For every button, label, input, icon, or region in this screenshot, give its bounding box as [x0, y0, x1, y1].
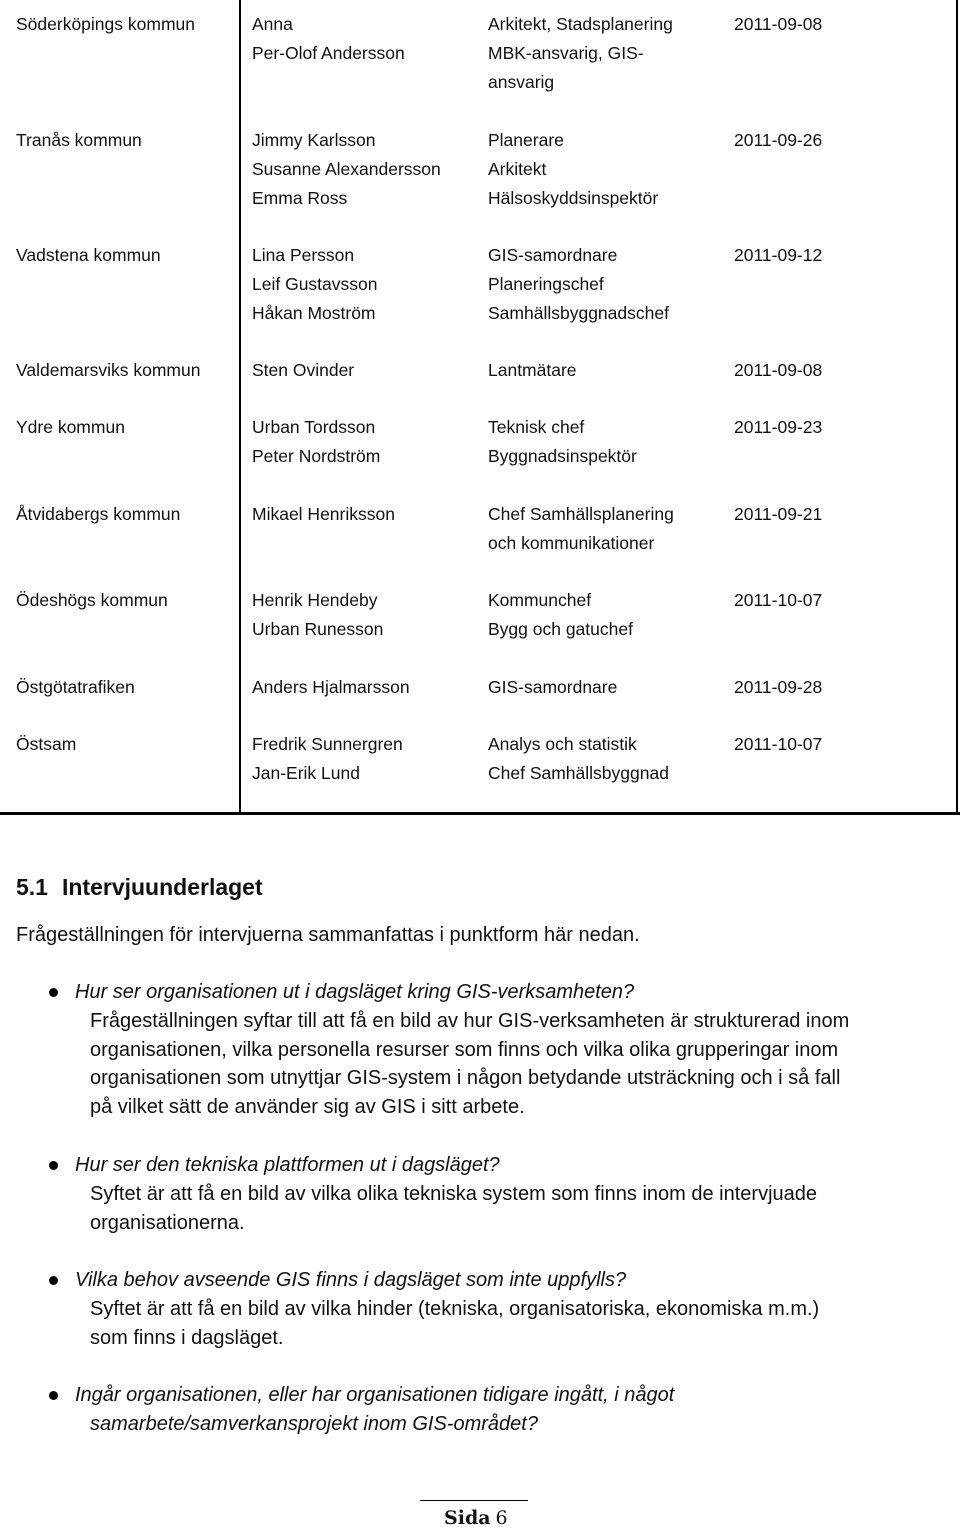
org-cell: Östsam — [16, 734, 77, 754]
question-text: Ingår organisationen, eller har organisationen tidigare ingått, i något samarbete/samverkansprojekt inom GIS-området? — [75, 1384, 675, 1435]
names-cell: Henrik Hendeby Urban Runesson — [252, 590, 384, 639]
org-cell: Ydre kommun — [16, 417, 125, 437]
org-cell: Vadstena kommun — [16, 245, 161, 265]
org-cell: Tranås kommun — [16, 130, 142, 150]
bullet-icon — [49, 1161, 58, 1170]
section-number: 5.1 — [16, 874, 48, 900]
question-description: Frågeställningen syftar till att få en bild av hur GIS-verksamheten är strukturerad inom organisationen, vilka personella resurser som finns och vilka olika grupperingar inom organisationen som utnyttjar GIS-system i någon betydande utsträckning och i så fall på vilket sätt de använder sig av GIS i sitt arbete. — [90, 1009, 850, 1119]
bullet-icon — [49, 1391, 58, 1400]
question-text: Vilka behov avseende GIS finns i dagsläget som inte uppfylls? — [75, 1269, 627, 1291]
date-cell: 2011-09-08 — [734, 14, 823, 34]
footer-rule — [420, 1500, 528, 1501]
date-cell: 2011-09-21 — [734, 504, 823, 524]
org-cell: Åtvidabergs kommun — [16, 504, 181, 524]
names-cell: Fredrik Sunnergren Jan-Erik Lund — [252, 734, 403, 783]
bullet-icon — [49, 988, 58, 997]
question-text: Hur ser organisationen ut i dagsläget kring GIS-verksamheten? — [75, 981, 635, 1003]
section-intro: Frågeställningen för intervjuerna sammanfattas i punktform här nedan. — [16, 924, 640, 946]
org-cell: Östgötatrafiken — [16, 677, 135, 697]
names-cell: Anders Hjalmarsson — [252, 677, 410, 697]
roles-cell: Kommunchef Bygg och gatuchef — [488, 590, 633, 639]
table-border-bottom — [0, 812, 960, 815]
names-cell: Sten Ovinder — [252, 360, 355, 380]
date-cell: 2011-10-07 — [734, 734, 823, 754]
roles-cell: GIS-samordnare — [488, 677, 618, 697]
names-cell: Anna Per-Olof Andersson — [252, 14, 405, 63]
date-cell: 2011-10-07 — [734, 590, 823, 610]
date-cell: 2011-09-28 — [734, 677, 823, 697]
section-heading — [16, 872, 263, 902]
roles-cell: Chef Samhällsplanering och kommunikationer — [488, 504, 674, 553]
date-cell: 2011-09-08 — [734, 360, 823, 380]
date-cell: 2011-09-26 — [734, 130, 823, 150]
date-cell: 2011-09-12 — [734, 245, 823, 265]
roles-cell: GIS-samordnare Planeringschef Samhällsbyggnadschef — [488, 245, 669, 323]
org-cell: Ödeshögs kommun — [16, 590, 168, 610]
names-cell: Mikael Henriksson — [252, 504, 395, 524]
table-divider-vertical — [239, 0, 241, 815]
roles-cell: Lantmätare — [488, 360, 577, 380]
bullet-icon — [49, 1276, 58, 1285]
question-text: Hur ser den tekniska plattformen ut i dagsläget? — [75, 1154, 500, 1176]
page-number: Sida 6 — [444, 1507, 508, 1529]
roles-cell: Teknisk chef Byggnadsinspektör — [488, 417, 637, 466]
names-cell: Urban Tordsson Peter Nordström — [252, 417, 381, 466]
question-description: Syftet är att få en bild av vilka olika tekniska system som finns inom de intervjuade organisationerna. — [90, 1182, 818, 1234]
names-cell: Jimmy Karlsson Susanne Alexandersson Emma Ross — [252, 130, 441, 208]
question-description: Syftet är att få en bild av vilka hinder (tekniska, organisatoriska, ekonomiska m.m.) som finns i dagsläget. — [90, 1297, 820, 1349]
roles-cell: Analys och statistik Chef Samhällsbyggnad — [488, 734, 669, 783]
roles-cell: Arkitekt, Stadsplanering MBK-ansvarig, GIS- ansvarig — [488, 14, 673, 92]
roles-cell: Planerare Arkitekt Hälsoskyddsinspektör — [488, 130, 659, 208]
table-border-right — [956, 0, 958, 815]
names-cell: Lina Persson Leif Gustavsson Håkan Moström — [252, 245, 378, 323]
date-cell: 2011-09-23 — [734, 417, 823, 437]
org-cell: Valdemarsviks kommun — [16, 360, 201, 380]
org-cell: Söderköpings kommun — [16, 14, 195, 34]
section-title: Intervjuunderlaget — [61, 874, 263, 900]
